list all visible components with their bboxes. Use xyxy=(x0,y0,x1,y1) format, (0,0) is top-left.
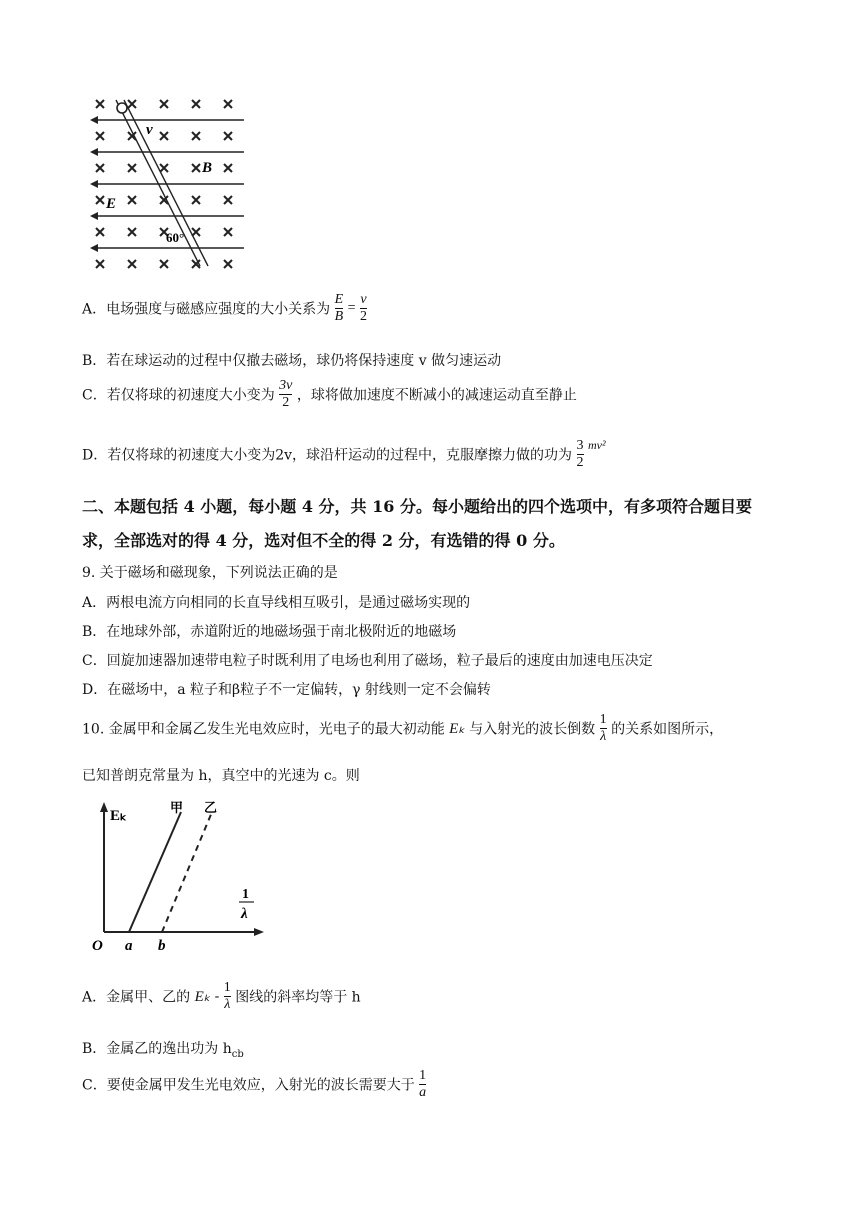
3v-over-2-fraction: $\frac{3v}{2}$ xyxy=(279,378,293,411)
question-10-option-c: C．要使金属甲发生光电效应，入射光的波长需要大于 $\frac{1}{a}$ xyxy=(82,1068,427,1101)
question-10-stem: 10. 金属甲和金属乙发生光电效应时，光电子的最大初动能 Eₖ 与入射光的波长倒数 $\frac{1}{\lambda}$ 的关系如图所示， xyxy=(82,712,724,745)
3-over-2-fraction: $\frac{3}{2}$ xyxy=(576,438,584,471)
section-2-heading-line2: 求，全部选对的得 4 分，选对但不全的得 2 分，有选错的得 0 分。 xyxy=(82,531,565,550)
graph-point-a-label: a xyxy=(125,938,133,954)
section-2-heading-line1: 二、本题包括 4 小题，每小题 4 分，共 16 分。每小题给出的四个选项中，有多项符合题目要 xyxy=(82,497,752,516)
option-a-text: A．电场强度与磁感应强度的大小关系为 xyxy=(82,301,331,318)
graph-y-axis-label: Eₖ xyxy=(110,808,127,824)
option-c: C．若仅将球的初速度大小变为 $\frac{3v}{2}$ ，球将做加速度不断减小的减速运动直至静止 xyxy=(82,378,577,411)
velocity-label: v xyxy=(146,122,153,138)
field-rod-figure xyxy=(82,90,252,275)
graph-line-yi-label: 乙 xyxy=(204,800,218,815)
question-9-option-c: C．回旋加速器加速带电粒子时既利用了电场也利用了磁场，粒子最后的速度由加速电压决定 xyxy=(82,653,653,669)
option-a: A．电场强度与磁感应强度的大小关系为 $\frac{E}{B}$ = $\frac{v}{2}$ xyxy=(82,292,367,325)
question-9-stem: 9. 关于磁场和磁现象，下列说法正确的是 xyxy=(82,565,338,581)
b-field-label: B xyxy=(202,160,213,176)
e-field-label: E xyxy=(106,196,117,212)
graph-line-jia-label: 甲 xyxy=(170,800,184,815)
question-10-option-a: A．金属甲、乙的 Eₖ - $\frac{1}{\lambda}$ 图线的斜率均等于 h xyxy=(82,980,361,1013)
question-9-option-a: A．两根电流方向相同的长直导线相互吸引，是通过磁场实现的 xyxy=(82,595,471,611)
angle-label: 60° xyxy=(166,230,185,245)
option-b: B．若在球运动的过程中仅撤去磁场，球仍将保持速度 v 做匀速运动 xyxy=(82,353,502,369)
ek-lambda-graph xyxy=(88,798,268,958)
ek-symbol: Eₖ xyxy=(449,721,465,738)
question-9-option-b: B．在地球外部，赤道附近的地磁场强于南北极附近的地磁场 xyxy=(82,624,457,640)
question-10-stem-line2: 已知普朗克常量为 h，真空中的光速为 c。则 xyxy=(82,768,360,784)
question-9-option-d: D．在磁场中，a 粒子和β粒子不一定偏转，γ 射线则一定不会偏转 xyxy=(82,682,491,698)
option-a-one-over-lambda: $\frac{1}{\lambda}$ xyxy=(223,980,231,1013)
e-over-b-fraction: $\frac{E}{B}$ xyxy=(334,292,344,325)
graph-x-axis-den: λ xyxy=(241,906,248,922)
v-over-2-fraction: $\frac{v}{2}$ xyxy=(359,292,367,325)
graph-origin-label: O xyxy=(92,938,103,954)
graph-x-axis-num: 1 xyxy=(242,887,249,902)
graph-point-b-label: b xyxy=(158,938,166,954)
one-over-lambda-fraction: $\frac{1}{\lambda}$ xyxy=(599,712,607,745)
question-10-option-b: B．金属乙的逸出功为 $h_{cb}$ xyxy=(82,1041,244,1060)
option-d: D．若仅将球的初速度大小变为2v，球沿杆运动的过程中，克服摩擦力做的功为 $\frac{3}{2}$ mv² xyxy=(82,438,606,471)
one-over-a-fraction: $\frac{1}{a}$ xyxy=(419,1068,427,1101)
